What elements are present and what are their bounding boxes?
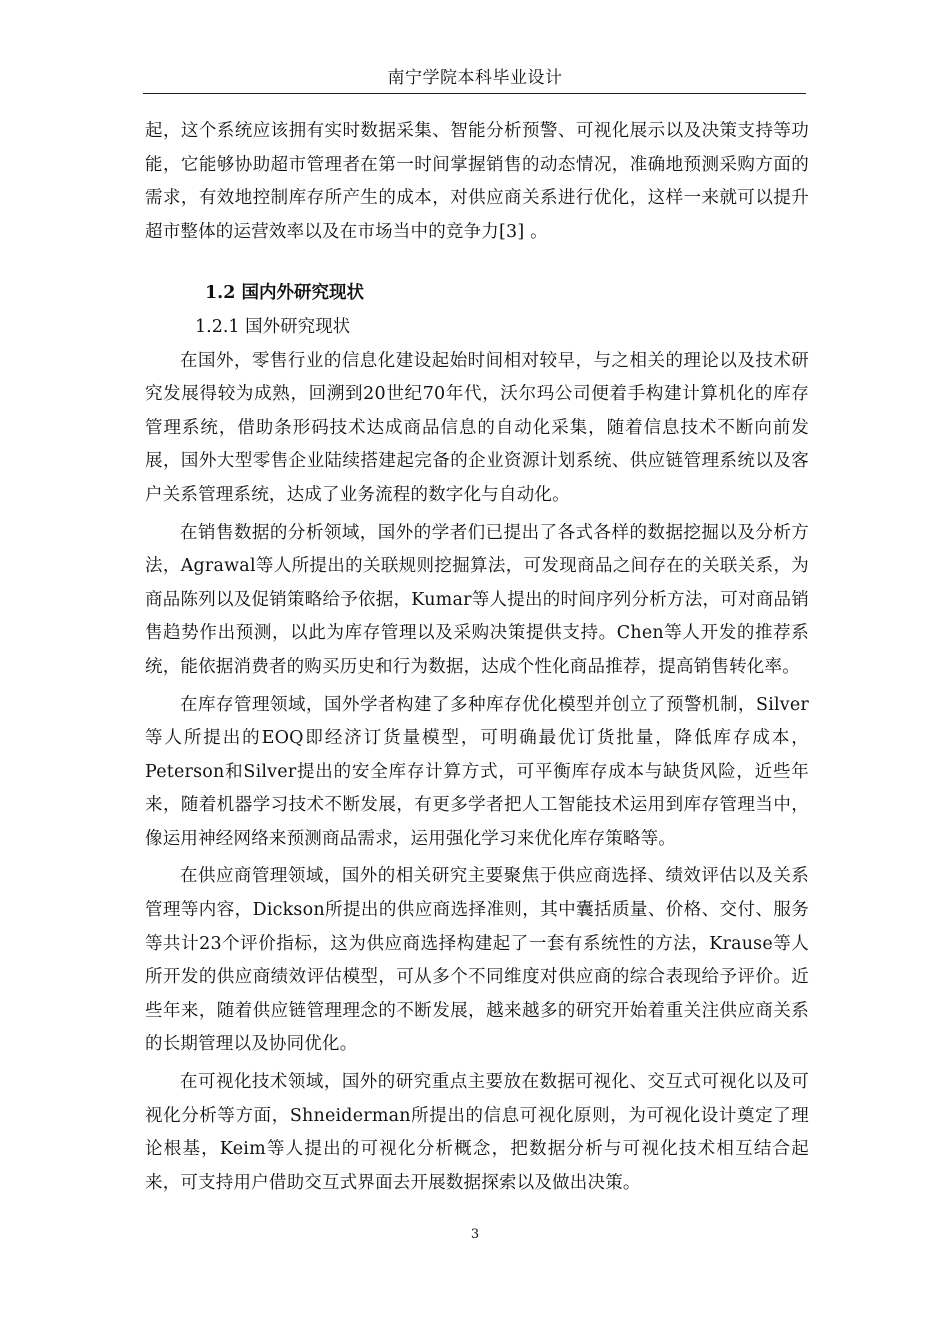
page-number: 3 xyxy=(470,1227,480,1242)
body-paragraph: 在销售数据的分析领域，国外的学者们已提出了各式各样的数据挖掘以及分析方法，Agrawal等人所提出的关联规则挖掘算法，可发现商品之间存在的关联关系，为商品陈列以及促销策略给予依据，Kumar等人提出的时间序列分析方法，可对商品销售趋势作出预测，以此为库存管理以及采购决策提供支持。Chen等人开发的推荐系统，能依据消费者的购买历史和行为数据，达成个性化商品推荐，提高销售转化率。 xyxy=(145,522,809,677)
body-paragraph: 在可视化技术领域，国外的研究重点主要放在数据可视化、交互式可视化以及可视化分析等方面，Shneiderman所提出的信息可视化原则，为可视化设计奠定了理论根基，Keim等人提出的可视化分析概念，把数据分析与可视化技术相互结合起来，可支持用户借助交互式界面去开展数据探索以及做出决策。 xyxy=(145,1072,809,1193)
subsection-heading: 1.2.1 国外研究现状 xyxy=(195,316,351,337)
running-header: 南宁学院本科毕业设计 xyxy=(387,68,563,88)
header-divider xyxy=(143,93,806,94)
body-paragraph: 在库存管理领域，国外学者构建了多种库存优化模型并创立了预警机制，Silver等人所提出的EOQ即经济订货量模型，可明确最优订货批量，降低库存成本，Peterson和Silver提出的安全库存计算方式，可平衡库存成本与缺货风险，近些年来，随着机器学习技术不断发展，有更多学者把人工智能技术运用到库存管理当中，像运用神经网络来预测商品需求，运用强化学习来优化库存策略等。 xyxy=(145,694,809,849)
page-body xyxy=(145,115,809,1204)
section-heading: 1.2 国内外研究现状 xyxy=(205,283,365,304)
body-paragraph: 在国外，零售行业的信息化建设起始时间相对较早，与之相关的理论以及技术研究发展得较为成熟，回溯到20世纪70年代，沃尔玛公司便着手构建计算机化的库存管理系统，借助条形码技术达成商品信息的自动化采集，随着信息技术不断向前发展，国外大型零售企业陆续搭建起完备的企业资源计划系统、供应链管理系统以及客户关系管理系统，达成了业务流程的数字化与自动化。 xyxy=(145,350,809,505)
intro-paragraph: 起，这个系统应该拥有实时数据采集、智能分析预警、可视化展示以及决策支持等功能，它能够协助超市管理者在第一时间掌握销售的动态情况，准确地预测采购方面的需求，有效地控制库存所产生的成本，对供应商关系进行优化，这样一来就可以提升超市整体的运营效率以及在市场当中的竞争力[3] 。 xyxy=(145,121,809,242)
body-paragraph: 在供应商管理领域，国外的相关研究主要聚焦于供应商选择、绩效评估以及关系管理等内容，Dickson所提出的供应商选择准则，其中囊括质量、价格、交付、服务等共计23个评价指标，这为供应商选择构建起了一套有系统性的方法，Krause等人所开发的供应商绩效评估模型，可从多个不同维度对供应商的综合表现给予评价。近些年来，随着供应链管理理念的不断发展，越来越多的研究开始着重关注供应商关系的长期管理以及协同优化。 xyxy=(145,866,809,1055)
